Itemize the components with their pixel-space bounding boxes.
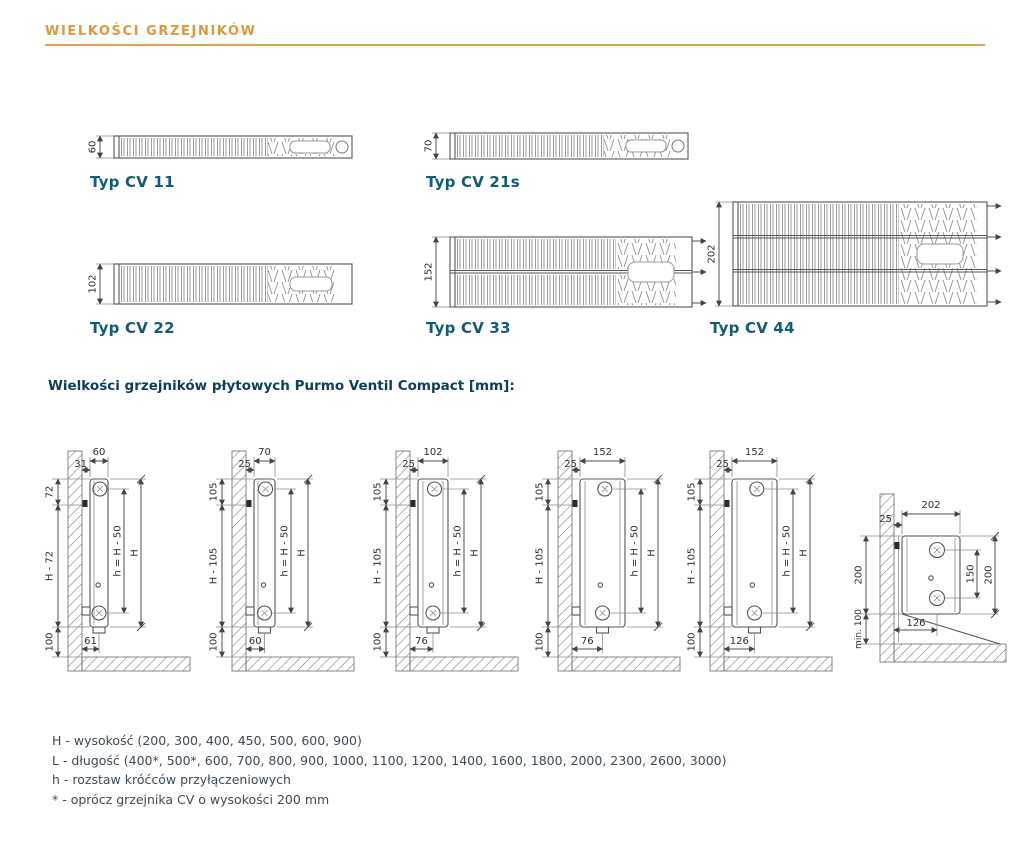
dim-pipe-spacing: h = H - 50 (279, 525, 291, 577)
dim-top-width: 70 (258, 447, 271, 458)
dim-upper: 105 (372, 482, 384, 502)
depth-dim-cv44: 202 (706, 244, 718, 264)
dim-upper: 105 (208, 482, 220, 502)
section-heading: Wielkości grzejników płytowych Purmo Ventil Compact [mm]: (48, 378, 515, 394)
dim-top-width: 152 (744, 447, 765, 458)
footnote-length: L - długość (400*, 500*, 600, 700, 800, 900, 1000, 1100, 1200, 1400, 1600, 1800, 2000, 2300, 2600, 3000) (52, 752, 727, 768)
side-view-4 (532, 425, 692, 683)
dim-middle: H - 105 (208, 547, 220, 585)
radiator-body (418, 479, 448, 627)
depth-dim-cv22: 102 (87, 274, 99, 294)
dim-wall-offset: 25 (879, 514, 892, 525)
dim-pipe-spacing: h = H - 50 (452, 525, 464, 577)
depth-dim-cv21s: 70 (423, 139, 435, 153)
dim-lower: 100 (208, 632, 220, 652)
wall-bracket (573, 500, 578, 507)
wall (710, 451, 724, 671)
dim-bottom-offset: 126 (906, 618, 926, 629)
depth-dim-cv11: 60 (87, 140, 99, 154)
dim-top-width: 60 (92, 447, 106, 458)
radiator-body (580, 479, 625, 627)
wall (232, 451, 246, 671)
dim-lower: 100 (686, 632, 698, 652)
side-view-5 (684, 425, 844, 683)
dim-wall-offset: 25 (716, 459, 729, 470)
dim-bottom-offset: 126 (729, 636, 749, 647)
dim-wall-offset: 31 (74, 459, 87, 470)
dim-top-width: 102 (423, 447, 443, 458)
dim-bottom-offset: 61 (84, 636, 97, 647)
dim-wall-offset: 25 (564, 459, 577, 470)
footnotes (52, 731, 727, 809)
dim-pipe-spacing: 150 (965, 564, 977, 584)
radiator-body (254, 479, 275, 627)
radiator-body (90, 479, 108, 627)
dim-bottom-offset: 60 (248, 636, 262, 647)
dim-middle: H - 72 (44, 550, 56, 582)
dim-upper: 72 (44, 485, 56, 499)
page-title: WIELKOŚCI GRZEJNIKÓW (45, 24, 257, 39)
radiator-body (732, 479, 777, 627)
dim-height: H (798, 549, 810, 557)
dim-lower: 100 (372, 632, 384, 652)
dim-middle: H - 105 (534, 547, 546, 585)
dim-pipe-spacing: h = H - 50 (781, 525, 793, 577)
cross-section-cv21s (420, 127, 700, 169)
dim-height: H (129, 549, 141, 557)
label-cv33: Typ CV 33 (426, 319, 511, 337)
title-underline (45, 44, 985, 46)
label-cv44: Typ CV 44 (710, 319, 795, 337)
wall-bracket (895, 542, 900, 549)
side-view-1 (42, 425, 202, 683)
dim-lower: 100 (534, 632, 546, 652)
dim-upper: 105 (686, 482, 698, 502)
cross-section-cv11 (84, 130, 364, 168)
wall-bracket (411, 500, 416, 507)
dim-bottom-offset: 76 (580, 636, 594, 647)
side-view-2 (206, 425, 366, 683)
wall-bracket (247, 500, 252, 507)
dim-top-width: 152 (592, 447, 613, 458)
dim-middle: H - 105 (686, 547, 698, 585)
label-cv11: Typ CV 11 (90, 173, 175, 191)
footnote-pipe-spacing: h - rozstaw króćców przyłączeniowych (52, 772, 291, 787)
dim-wall-offset: 25 (402, 459, 415, 470)
dim-upper: 105 (534, 482, 546, 502)
footnote-height: H - wysokość (200, 300, 400, 450, 500, 600, 900) (52, 733, 362, 748)
footnote-asterisk: * - oprócz grzejnika CV o wysokości 200 mm (52, 791, 330, 807)
dim-bottom-offset: 76 (415, 636, 428, 647)
label-cv21s: Typ CV 21s (426, 173, 520, 191)
dim-middle: H - 105 (372, 547, 384, 585)
side-view-3 (370, 425, 530, 683)
dim-height: H (296, 549, 308, 557)
cross-section-cv44 (703, 196, 1003, 314)
dim-pipe-spacing: h = H - 50 (112, 525, 124, 577)
wall (396, 451, 410, 671)
floor (246, 657, 354, 671)
floor (724, 657, 832, 671)
dim-top-width: 202 (921, 500, 941, 511)
floor (410, 657, 518, 671)
cross-section-cv33 (420, 231, 708, 315)
wall (68, 451, 82, 671)
dim-height: H (646, 549, 658, 557)
dim-wall-offset: 25 (238, 459, 251, 470)
label-cv22: Typ CV 22 (90, 319, 175, 337)
dim-height-left: 200 (853, 565, 865, 585)
dim-height-right: 200 (983, 565, 995, 585)
floor (82, 657, 190, 671)
wall-bracket (725, 500, 730, 507)
corner-view-cv44-low (850, 478, 1022, 685)
dim-lower: 100 (44, 632, 56, 652)
dim-height: H (469, 549, 481, 557)
wall-bracket (83, 500, 88, 507)
depth-dim-cv33: 152 (423, 262, 435, 282)
floor (572, 657, 680, 671)
floor (894, 644, 1006, 662)
dim-pipe-spacing: h = H - 50 (629, 525, 641, 577)
cross-section-cv22 (84, 258, 364, 312)
dim-floor-clearance: min. 100 (854, 609, 864, 649)
wall (558, 451, 572, 671)
